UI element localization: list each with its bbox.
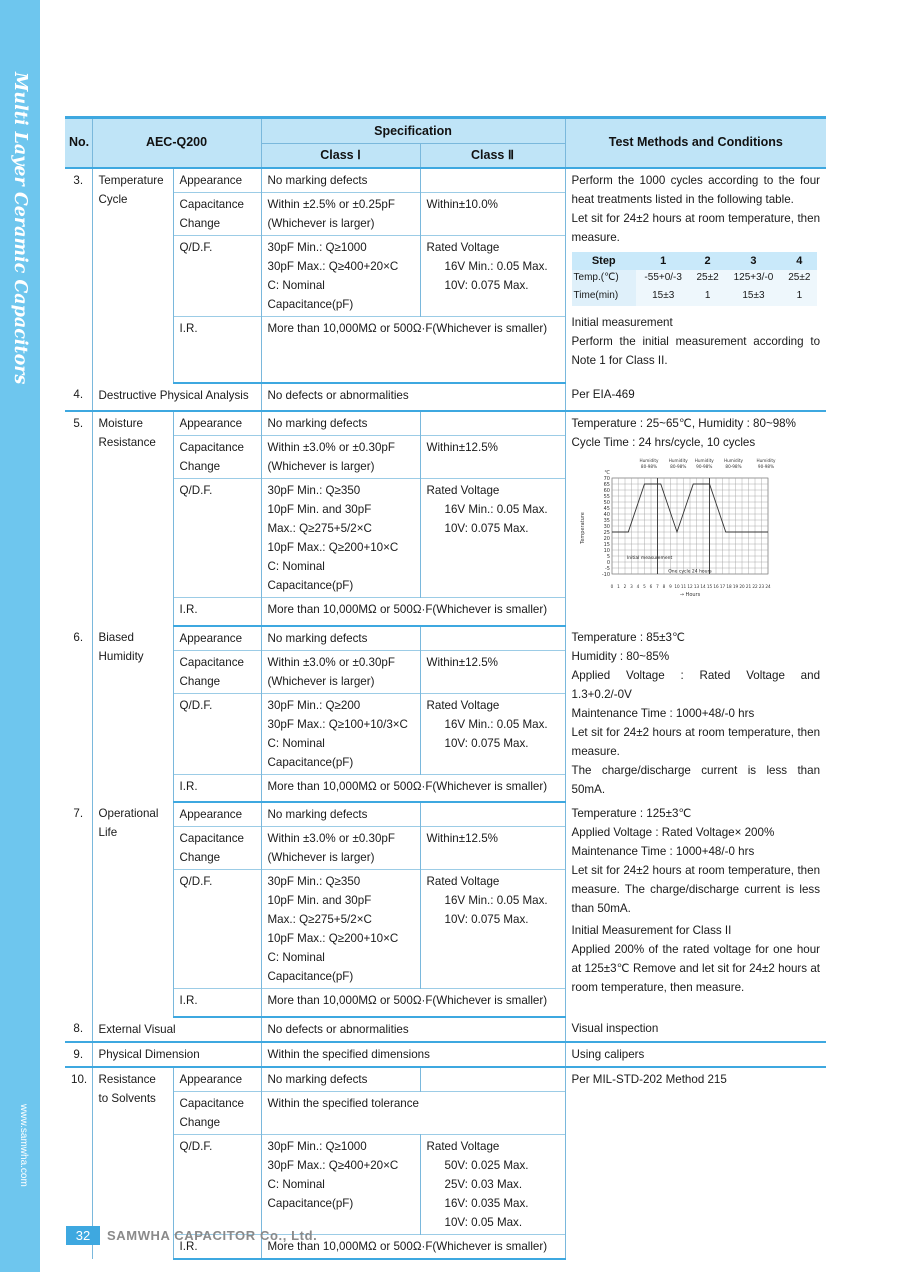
cycle-cell: 15±3 <box>636 288 690 306</box>
chart-x-tick: 20 <box>738 584 745 589</box>
chart-humidity-label: Humidity <box>756 458 776 463</box>
spec-class-2: Within±12.5% <box>420 827 565 870</box>
chart-x-tick: 14 <box>699 584 706 589</box>
chart-humidity-label: Humidity <box>694 458 714 463</box>
sub-item-label: I.R. <box>173 598 261 626</box>
test-conditions <box>565 802 826 1017</box>
spec-class-2: Rated Voltage 16V Min.: 0.05 Max. 10V: 0.075 Max. <box>420 235 565 316</box>
row-number: 6. <box>65 626 92 803</box>
spec-class-2: Within±12.5% <box>420 436 565 479</box>
sub-item-label: Appearance <box>173 168 261 193</box>
cycle-header: 4 <box>782 252 816 270</box>
chart-x-tick: 0 <box>610 584 613 589</box>
header-class-1: Class Ⅰ <box>261 144 420 168</box>
chart-x-tick: 18 <box>725 584 732 589</box>
test-item-name: Temperature Cycle <box>92 168 173 384</box>
chart-humidity-label: Humidity <box>639 458 659 463</box>
test-text: Maintenance Time : 1000+48/-0 hrs <box>571 845 755 858</box>
chart-y-tick: 65 <box>603 482 610 488</box>
test-text: Temperature : 125±3℃ <box>571 807 692 820</box>
chart-y-unit: ℃ <box>603 470 610 476</box>
sub-item-label: Capacitance Change <box>173 650 261 693</box>
chart-x-tick: 4 <box>636 584 639 589</box>
chart-y-tick: 15 <box>603 542 610 548</box>
chart-x-tick: 6 <box>649 584 652 589</box>
test-conditions: Per MIL-STD-202 Method 215 <box>571 1072 727 1086</box>
chart-x-tick: 24 <box>764 584 771 589</box>
chart-humidity-label: 80-98% <box>724 464 742 469</box>
chart-x-tick: 21 <box>745 584 751 589</box>
spec-both-classes: No defects or abnormalities <box>261 383 565 411</box>
sub-item-label: Appearance <box>173 1067 261 1092</box>
row-number: 4. <box>65 383 92 411</box>
chart-y-tick: 35 <box>603 518 610 524</box>
test-text: Initial Measurement for Class II <box>571 924 732 937</box>
header-class-2: Class Ⅱ <box>420 144 565 168</box>
sub-item-label: Appearance <box>173 626 261 651</box>
spec-both-classes: No defects or abnormalities <box>261 1017 565 1042</box>
header-aec: AEC-Q200 <box>92 118 261 168</box>
test-text: Applied Voltage : Rated Voltage× 200% <box>571 826 775 839</box>
cycle-cell: 25±2 <box>782 270 816 288</box>
cycle-cell: 1 <box>782 288 816 306</box>
sub-item-label: Q/D.F. <box>173 870 261 989</box>
chart-x-tick: 2 <box>623 584 626 589</box>
sub-item-label: Capacitance Change <box>173 192 261 235</box>
table-row <box>65 626 826 651</box>
cycle-header: 3 <box>725 252 782 270</box>
spec-class-1: Within ±3.0% or ±0.30pF (Whichever is larger) <box>261 650 420 693</box>
test-conditions: Visual inspection <box>565 1017 826 1042</box>
row-number: 8. <box>65 1017 92 1042</box>
spec-class-1: Within ±2.5% or ±0.25pF (Whichever is larger) <box>261 192 420 235</box>
spec-class-1: No marking defects <box>261 168 420 193</box>
sub-item-label: Q/D.F. <box>173 693 261 774</box>
spec-class-1: 30pF Min.: Q≥1000 30pF Max.: Q≥400+20×C C: Nominal Capacitance(pF) <box>261 1134 420 1234</box>
test-text: Let sit for 24±2 hours at room temperature, then measure. The charge/discharge current is less than 50mA. <box>571 864 821 915</box>
spec-class-2: Rated Voltage 16V Min.: 0.05 Max. 10V: 0.075 Max. <box>420 870 565 989</box>
test-conditions: Using calipers <box>565 1042 826 1067</box>
chart-x-tick: 15 <box>706 584 712 589</box>
test-conditions <box>565 168 826 384</box>
chart-y-tick: 20 <box>603 536 610 542</box>
chart-y-tick: 55 <box>603 494 610 500</box>
chart-y-tick: 25 <box>603 530 610 536</box>
cycle-cell: Time(min) <box>572 288 636 306</box>
sidebar-title: Multi Layer Ceramic Capacitors <box>10 72 30 385</box>
chart-humidity-label: 80-98% <box>669 464 686 469</box>
spec-ir: More than 10,000MΩ or 500Ω·F(Whichever is smaller) <box>261 1234 565 1259</box>
test-item-name: Resistance to Solvents <box>92 1067 173 1259</box>
chart-humidity-label: 90-98% <box>757 464 774 469</box>
table-row <box>65 1017 826 1042</box>
chart-humidity-label: Humidity <box>723 458 743 463</box>
test-item-name: Moisture Resistance <box>92 411 173 626</box>
header-test-methods: Test Methods and Conditions <box>565 118 826 168</box>
sub-item-label: I.R. <box>173 989 261 1017</box>
test-text: Temperature : 85±3℃ <box>571 630 686 644</box>
test-text: Let sit for 24±2 hours at room temperature, then measure. <box>571 725 821 758</box>
spec-class-1: No marking defects <box>261 802 420 827</box>
test-text: Humidity : 80~85% <box>571 649 670 663</box>
cycle-header: 1 <box>636 252 690 270</box>
chart-x-tick: 23 <box>758 584 764 589</box>
test-conditions <box>565 411 826 626</box>
chart-y-tick: 10 <box>603 548 610 554</box>
row-number: 9. <box>65 1042 92 1067</box>
spec-table <box>65 116 826 1260</box>
test-item-name: Biased Humidity <box>92 626 173 803</box>
sub-item-label: I.R. <box>173 1234 261 1259</box>
chart-y-tick: -10 <box>601 572 610 578</box>
test-item-name: Physical Dimension <box>92 1042 261 1067</box>
chart-x-tick: 7 <box>655 584 659 589</box>
spec-both-classes: Within the specified tolerance <box>261 1091 565 1134</box>
sub-item-label: Capacitance Change <box>173 436 261 479</box>
spec-class-2: Rated Voltage 16V Min.: 0.05 Max. 10V: 0.075 Max. <box>420 479 565 598</box>
sub-item-label: Q/D.F. <box>173 1134 261 1234</box>
test-text: Applied Voltage : Rated Voltage and 1.3+0.2/-0V <box>571 668 821 701</box>
test-text: Cycle Time : 24 hrs/cycle, 10 cycles <box>571 436 756 449</box>
test-text: Let sit for 24±2 hours at room temperature, then measure. <box>571 211 821 244</box>
table-row <box>65 1067 826 1092</box>
spec-class-2: Rated Voltage 16V Min.: 0.05 Max. 10V: 0.075 Max. <box>420 693 565 774</box>
spec-class-2: Within±12.5% <box>420 650 565 693</box>
heat-cycle-table <box>572 252 817 306</box>
sidebar-url: www.samwha.com <box>18 1104 29 1187</box>
table-row <box>65 383 826 411</box>
cycle-cell: -55+0/-3 <box>636 270 690 288</box>
spec-both-classes: Within the specified dimensions <box>261 1042 565 1067</box>
test-text: Perform the initial measurement according to Note 1 for Class II. <box>571 334 821 367</box>
table-row <box>65 802 826 827</box>
sub-item-label: Appearance <box>173 802 261 827</box>
chart-x-tick: 8 <box>662 584 665 589</box>
chart-x-tick: 9 <box>668 584 672 589</box>
header-no: No. <box>65 118 92 168</box>
chart-humidity-label: 80-98% <box>640 464 657 469</box>
row-number: 7. <box>65 802 92 1017</box>
chart-x-tick: 13 <box>693 584 699 589</box>
spec-ir: More than 10,000MΩ or 500Ω·F(Whichever is smaller) <box>261 316 565 383</box>
test-text: Temperature : 25~65℃, Humidity : 80~98% <box>571 417 796 430</box>
chart-y-tick: -5 <box>604 566 610 572</box>
chart-initial-label: Initial measurement <box>626 556 672 562</box>
chart-x-label: → Hours <box>679 592 700 598</box>
chart-y-tick: 0 <box>606 560 610 566</box>
chart-x-tick: 11 <box>680 584 686 589</box>
chart-y-tick: 70 <box>603 476 610 482</box>
chart-x-tick: 12 <box>686 584 693 589</box>
sub-item-label: I.R. <box>173 316 261 383</box>
spec-class-1: 30pF Min.: Q≥1000 30pF Max.: Q≥400+20×C C: Nominal Capacitance(pF) <box>261 235 420 316</box>
chart-y-tick: 40 <box>603 512 610 518</box>
sub-item-label: Capacitance Change <box>173 1091 261 1134</box>
spec-class-1: No marking defects <box>261 626 420 651</box>
spec-class-1: 30pF Min.: Q≥200 30pF Max.: Q≥100+10/3×C C: Nominal Capacitance(pF) <box>261 693 420 774</box>
spec-class-1: 30pF Min.: Q≥350 10pF Min. and 30pF Max.: Q≥275+5/2×C 10pF Max.: Q≥200+10×C C: Nominal Capacitance(pF) <box>261 479 420 598</box>
test-text: Maintenance Time : 1000+48/-0 hrs <box>571 706 755 720</box>
chart-y-tick: 50 <box>603 500 610 506</box>
chart-x-tick: 1 <box>616 584 620 589</box>
chart-x-tick: 16 <box>712 584 719 589</box>
chart-x-tick: 17 <box>719 584 725 589</box>
chart-y-tick: 45 <box>603 506 610 512</box>
table-row <box>65 168 826 193</box>
spec-class-2: Rated Voltage 50V: 0.025 Max. 25V: 0.03 Max. 16V: 0.035 Max. 10V: 0.05 Max. <box>420 1134 565 1234</box>
spec-ir: More than 10,000MΩ or 500Ω·F(Whichever is smaller) <box>261 598 565 626</box>
test-item-name: Destructive Physical Analysis <box>92 383 261 411</box>
spec-class-1: 30pF Min.: Q≥350 10pF Min. and 30pF Max.: Q≥275+5/2×C 10pF Max.: Q≥200+10×C C: Nominal Capacitance(pF) <box>261 870 420 989</box>
test-text: Initial measurement <box>571 315 673 329</box>
chart-humidity-label: Humidity <box>668 458 688 463</box>
cycle-header: 2 <box>690 252 724 270</box>
chart-y-tick: 5 <box>606 554 610 560</box>
spec-class-1: No marking defects <box>261 411 420 436</box>
chart-x-tick: 3 <box>629 584 633 589</box>
test-text: Applied 200% of the rated voltage for one hour at 125±3℃ Remove and let sit for 24±2 hours at room temperature, then measure. <box>571 943 821 994</box>
cycle-cell: 25±2 <box>690 270 724 288</box>
cycle-cell: 1 <box>690 288 724 306</box>
chart-x-tick: 5 <box>642 584 646 589</box>
test-item-name: External Visual <box>92 1017 261 1042</box>
humidity-cycle-chart <box>572 456 782 598</box>
cycle-header: Step <box>572 252 636 270</box>
sidebar-band <box>0 0 40 1272</box>
chart-x-tick: 10 <box>673 584 680 589</box>
sub-item-label: Capacitance Change <box>173 827 261 870</box>
spec-class-1: No marking defects <box>261 1067 420 1092</box>
spec-ir: More than 10,000MΩ or 500Ω·F(Whichever is smaller) <box>261 989 565 1017</box>
test-item-name: Operational Life <box>92 802 173 1017</box>
spec-class-1: Within ±3.0% or ±0.30pF (Whichever is larger) <box>261 436 420 479</box>
test-text: Perform the 1000 cycles according to the four heat treatments listed in the following table. <box>571 173 821 206</box>
chart-y-label: Temperature <box>579 512 586 544</box>
chart-x-tick: 22 <box>751 584 758 589</box>
sub-item-label: I.R. <box>173 774 261 802</box>
cycle-cell: 15±3 <box>725 288 782 306</box>
table-row <box>65 411 826 436</box>
test-conditions <box>565 626 826 803</box>
sub-item-label: Q/D.F. <box>173 479 261 598</box>
chart-y-tick: 30 <box>603 524 610 530</box>
sub-item-label: Appearance <box>173 411 261 436</box>
company-name: SAMWHA CAPACITOR Co., Ltd. <box>107 1228 318 1243</box>
table-row <box>65 1042 826 1067</box>
spec-class-1: Within ±3.0% or ±0.30pF (Whichever is larger) <box>261 827 420 870</box>
row-number: 10. <box>65 1067 92 1259</box>
row-number: 5. <box>65 411 92 626</box>
page-number: 32 <box>66 1226 100 1245</box>
chart-x-tick: 19 <box>732 584 738 589</box>
cycle-cell: Temp.(℃) <box>572 270 636 288</box>
row-number: 3. <box>65 168 92 384</box>
chart-cycle-label: One cycle 24 hours <box>667 569 712 575</box>
spec-ir: More than 10,000MΩ or 500Ω·F(Whichever is smaller) <box>261 774 565 802</box>
chart-y-tick: 60 <box>603 488 610 494</box>
test-conditions: Per EIA-469 <box>565 383 826 411</box>
chart-humidity-label: 90-98% <box>695 464 712 469</box>
header-specification: Specification <box>261 118 565 144</box>
spec-class-2: Within±10.0% <box>420 192 565 235</box>
cycle-cell: 125+3/-0 <box>725 270 782 288</box>
sub-item-label: Q/D.F. <box>173 235 261 316</box>
test-text: The charge/discharge current is less than 50mA. <box>571 763 821 796</box>
